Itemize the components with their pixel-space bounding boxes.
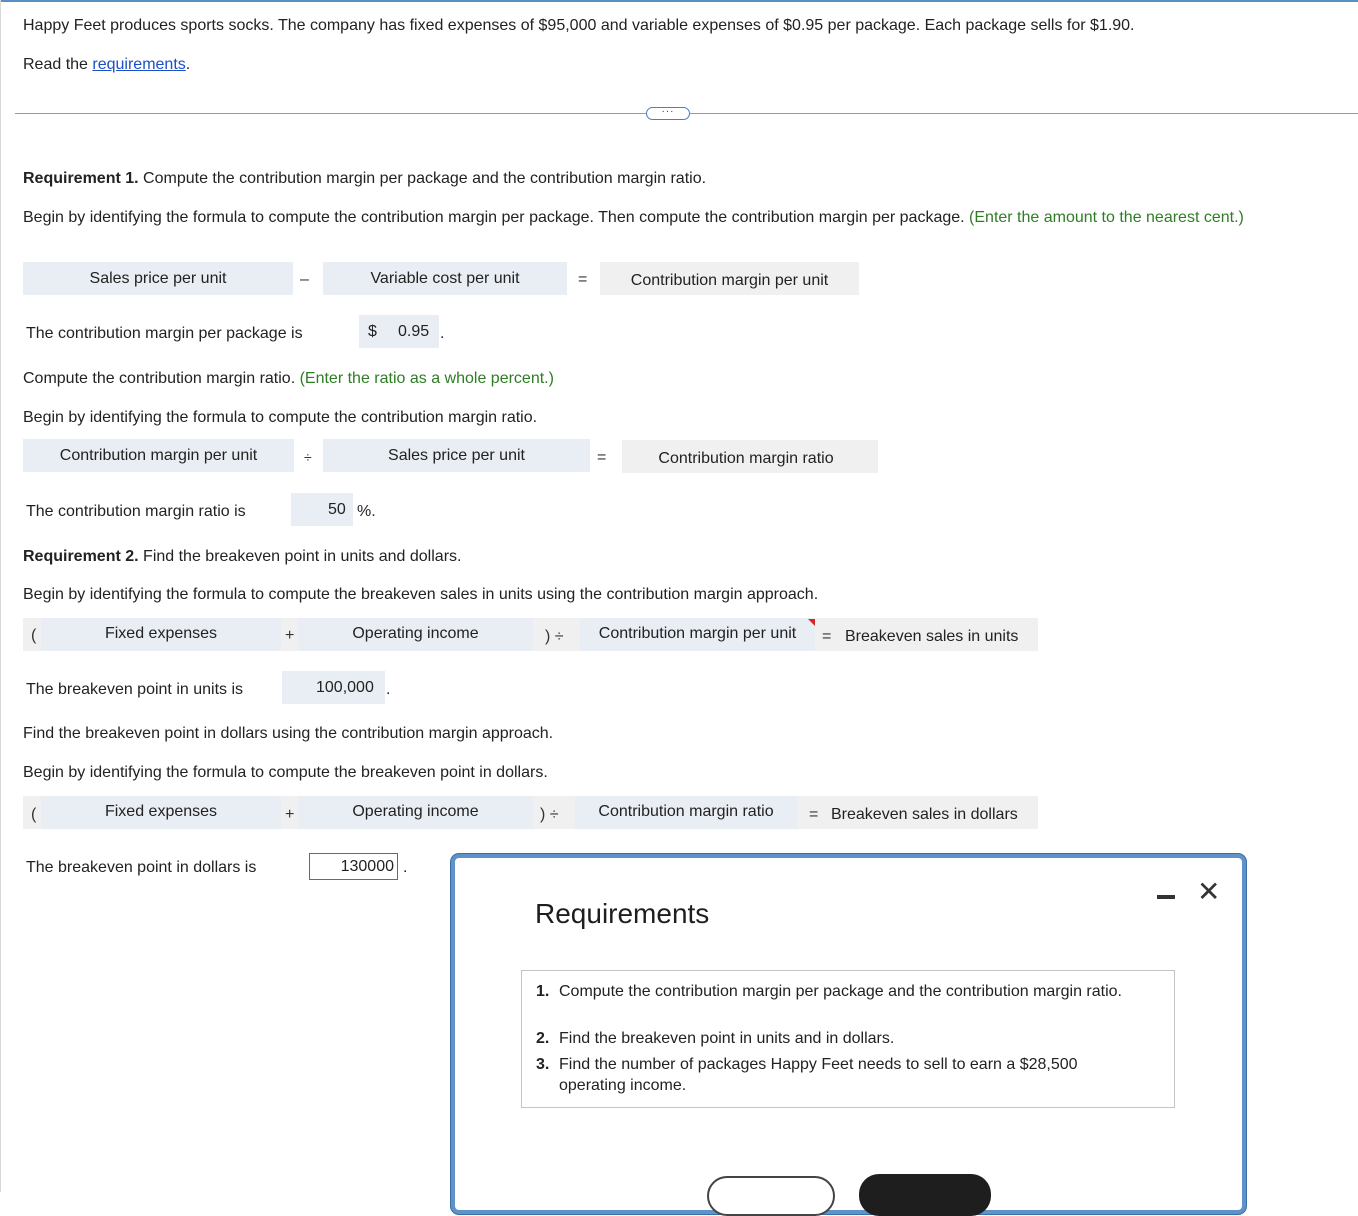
dollars-answer-input[interactable] (309, 853, 398, 880)
units-answer-suffix: . (386, 681, 391, 698)
list-item-number: 1. (536, 983, 550, 1000)
dollars-answer-suffix: . (403, 859, 408, 876)
req2-heading-text: Find the breakeven point in units and dollars. (138, 548, 462, 565)
units-formula-op2: ) ÷ (545, 628, 564, 645)
ratio-instruction-text: Compute the contribution margin ratio. (23, 370, 296, 387)
ratio-formula-result: Contribution margin ratio (658, 450, 834, 467)
cm-formula-op1: – (300, 271, 309, 288)
req1-heading (23, 170, 706, 188)
ratio-formula-op2: = (597, 449, 607, 466)
req1-instruction (23, 209, 1244, 227)
dollars-formula-op3: = (809, 806, 819, 823)
print-button[interactable] (707, 1176, 835, 1216)
read-requirements-line (23, 56, 190, 74)
cm-answer-suffix: . (440, 325, 445, 342)
req1-heading-text: Compute the contribution margin per package and the contribution margin ratio. (138, 170, 707, 187)
left-border (0, 0, 1, 1192)
minimize-icon[interactable] (1157, 895, 1175, 899)
read-prefix: Read the (23, 56, 93, 73)
dollars-formula-op2: ) ÷ (540, 806, 559, 823)
units-formula-result: Breakeven sales in units (845, 628, 1019, 645)
list-item-number: 2. (536, 1030, 550, 1047)
requirements-list (521, 970, 1175, 1108)
units-answer-label: The breakeven point in units is (26, 681, 244, 698)
ratio-instruction-hint: (Enter the ratio as a whole percent.) (295, 370, 554, 387)
requirements-link[interactable]: requirements (92, 56, 186, 73)
dialog-title: Requirements (535, 898, 710, 929)
feedback-marker-icon (808, 619, 815, 626)
ratio-answer-label: The contribution margin ratio is (26, 503, 246, 520)
problem-statement: Happy Feet produces sports socks. The company has fixed expenses of $95,000 and variable expenses of $0.95 per package. Each package sells for $1.90. (23, 17, 1135, 34)
list-item-number: 3. (536, 1056, 550, 1073)
dollars-formula-op1: + (285, 806, 295, 823)
units-formula-op1: + (285, 627, 295, 644)
cm-formula-op2: = (578, 271, 588, 288)
units-formula-term1[interactable]: Fixed expenses (104, 625, 218, 642)
dollars-begin-instruction: Begin by identifying the formula to compute the breakeven point in dollars. (23, 764, 548, 781)
list-item (536, 981, 1156, 1023)
dollars-answer-label: The breakeven point in dollars is (26, 859, 257, 876)
units-formula-term2[interactable]: Operating income (352, 625, 479, 642)
units-begin-instruction: Begin by identifying the formula to compute the breakeven sales in units using the contribution margin approach. (23, 586, 819, 603)
ratio-answer-value[interactable]: 50 (328, 501, 346, 518)
list-item (536, 1054, 1156, 1096)
ratio-formula-term1[interactable]: Contribution margin per unit (59, 447, 258, 464)
dollars-formula-term2[interactable]: Operating income (352, 803, 479, 820)
ratio-instruction (23, 370, 554, 388)
ratio-formula-op1: ÷ (304, 449, 312, 465)
cm-answer-value[interactable]: 0.95 (398, 323, 430, 340)
dollars-find-instruction: Find the breakeven point in dollars using the contribution margin approach. (23, 725, 554, 742)
req1-heading-bold: Requirement 1. (23, 170, 139, 187)
top-border (0, 0, 1358, 2)
ratio-begin-instruction: Begin by identifying the formula to compute the contribution margin ratio. (23, 409, 538, 426)
read-suffix: . (185, 56, 191, 73)
dollars-formula-result: Breakeven sales in dollars (831, 806, 1018, 823)
dollars-formula-term3[interactable]: Contribution margin ratio (598, 803, 774, 820)
list-item-text: Compute the contribution margin per package and the contribution margin ratio. (559, 983, 1122, 1000)
ratio-answer-suffix: %. (357, 503, 376, 520)
done-button[interactable] (859, 1174, 991, 1216)
cm-formula-term2[interactable]: Variable cost per unit (370, 270, 520, 287)
ratio-formula-term2[interactable]: Sales price per unit (388, 447, 525, 464)
list-item (536, 1028, 1156, 1049)
units-formula-op3: = (822, 628, 832, 645)
req2-heading (23, 548, 461, 566)
close-icon[interactable]: ✕ (1197, 876, 1221, 907)
req2-heading-bold: Requirement 2. (23, 548, 139, 565)
cm-answer-label: The contribution margin per package is (26, 325, 303, 342)
dollars-formula-term1[interactable]: Fixed expenses (104, 803, 218, 820)
list-item-text: Find the number of packages Happy Feet needs to sell to earn a $28,500 operating income. (559, 1056, 1078, 1094)
expand-more-button[interactable]: ··· (646, 107, 690, 120)
requirements-dialog (451, 854, 1246, 1214)
cm-answer-currency: $ (368, 323, 377, 340)
req1-instruction-hint: (Enter the amount to the nearest cent.) (964, 209, 1244, 226)
cm-formula-result: Contribution margin per unit (630, 272, 829, 289)
units-formula-term3[interactable]: Contribution margin per unit (598, 625, 797, 642)
dollars-formula-paren-open: ( (31, 806, 37, 823)
units-formula-paren-open: ( (31, 627, 37, 644)
req1-instruction-text: Begin by identifying the formula to compute the contribution margin per package. Then compute the contribution margin per package. (23, 209, 965, 226)
units-answer-value[interactable]: 100,000 (316, 679, 374, 696)
cm-formula-term1[interactable]: Sales price per unit (89, 270, 227, 287)
list-item-text: Find the breakeven point in units and in dollars. (559, 1030, 895, 1047)
